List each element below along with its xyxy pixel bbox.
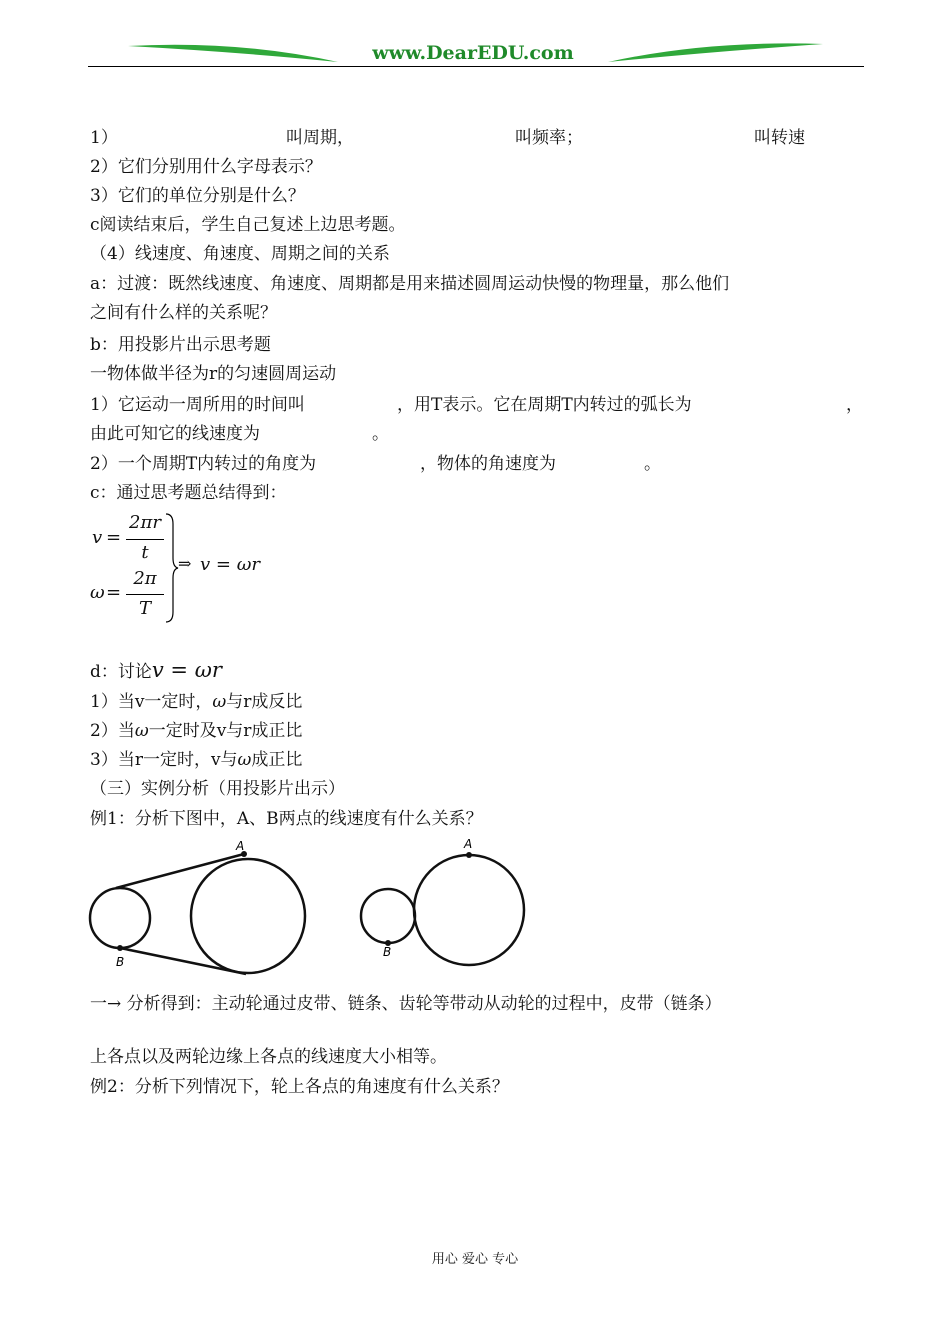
q-text: 1）它运动一周所用的时间叫	[90, 395, 305, 415]
page-footer: 用心 爱心 专心	[431, 1252, 519, 1267]
q1-frequency-text: 叫频率；	[515, 128, 583, 148]
text-line: c：通过思考题总结得到：	[90, 483, 287, 503]
header-site-text: www.DearEDU.com	[372, 42, 574, 64]
belt-top-line	[116, 854, 244, 888]
discussion-expr: v = ωr	[151, 658, 222, 682]
omega-symbol: ω	[237, 750, 252, 770]
text-line: 3）它们的单位分别是什么？	[90, 186, 305, 206]
q1-period-text: 叫周期，	[286, 128, 354, 148]
formula-result: v = ωr	[200, 554, 260, 575]
example-2-text: 例2：分析下列情况下，轮上各点的角速度有什么关系？	[90, 1077, 509, 1097]
question-line	[90, 422, 490, 446]
q-text: 。	[644, 454, 661, 474]
text: 成正比	[251, 750, 303, 770]
discussion-line	[90, 658, 222, 684]
text: 1）当v一定时，	[90, 692, 213, 712]
question-line	[90, 393, 863, 417]
point-b-dot	[117, 945, 123, 951]
formula-num2: 2π	[133, 568, 157, 589]
analysis-arrow: 一→	[90, 994, 122, 1014]
discussion-label: d：讨论	[90, 662, 152, 682]
text-line: b：用投影片出示思考题	[90, 335, 271, 355]
text-line: 一物体做半径为r的匀速圆周运动	[90, 364, 337, 384]
fraction-bar	[126, 594, 164, 595]
belt-bottom-line	[120, 948, 246, 974]
discussion-item	[90, 690, 302, 714]
large-pulley-circle	[191, 859, 305, 973]
q1-speed-text: 叫转速	[754, 128, 805, 148]
small-pulley-circle	[90, 888, 150, 948]
text: 3）当r一定时，v与	[90, 750, 238, 770]
q-text: ，	[846, 395, 863, 415]
formula-eq: =	[106, 527, 122, 548]
label-a: A	[236, 839, 245, 853]
discussion-item	[90, 748, 302, 772]
section-heading: （三）实例分析（用投影片出示）	[90, 779, 345, 799]
fraction-bar	[126, 539, 164, 540]
point-a-dot	[466, 852, 472, 858]
pulley-figure	[86, 838, 536, 978]
analysis-line	[90, 992, 870, 1016]
large-wheel-circle	[414, 855, 524, 965]
text-line: 2）它们分别用什么字母表示？	[90, 157, 322, 177]
question-1-line	[90, 126, 850, 150]
q-text: ，用T表示。它在周期T内转过的弧长为	[397, 395, 692, 415]
formula-eq: =	[106, 582, 122, 603]
q-text: 。	[372, 424, 389, 444]
section-heading: （4）线速度、角速度、周期之间的关系	[90, 244, 390, 264]
label-b: B	[116, 955, 125, 969]
q1-number: 1）	[90, 128, 118, 148]
discussion-item	[90, 719, 302, 743]
text-line: 上各点以及两轮边缘上各点的线速度大小相等。	[90, 1047, 447, 1067]
formula-den2: T	[138, 598, 151, 619]
omega-symbol: ω	[212, 692, 227, 712]
header-rule	[88, 66, 864, 67]
page-header	[88, 38, 864, 72]
formula-block	[90, 512, 310, 624]
question-line	[90, 452, 690, 476]
text: 2）当	[90, 721, 135, 741]
text-line: c阅读结束后，学生自己复述上边思考题。	[90, 215, 406, 235]
analysis-text: 分析得到：主动轮通过皮带、链条、齿轮等带动从动轮的过程中，皮带（链条）	[126, 994, 722, 1014]
formula-num1: 2πr	[129, 512, 161, 533]
example-1-text: 例1：分析下图中，A、B两点的线速度有什么关系？	[90, 809, 483, 829]
omega-symbol: ω	[134, 721, 149, 741]
small-wheel-circle	[361, 889, 415, 943]
label-a: A	[464, 838, 473, 851]
formula-den1: t	[141, 542, 149, 563]
q-text: ，物体的角速度为	[420, 454, 556, 474]
formula-v: v	[92, 527, 103, 548]
text: 与r成反比	[226, 692, 303, 712]
text-line: a：过渡：既然线速度、角速度、周期都是用来描述圆周运动快慢的物理量，那么他们	[90, 274, 730, 294]
q-text: 由此可知它的线速度为	[90, 424, 260, 444]
implies-arrow: ⇒	[178, 554, 192, 573]
text-line: 之间有什么样的关系呢？	[90, 303, 277, 323]
formula-omega: ω	[90, 582, 105, 603]
text: 一定时及v与r成正比	[148, 721, 303, 741]
label-b: B	[383, 945, 392, 959]
q-text: 2）一个周期T内转过的角度为	[90, 454, 317, 474]
